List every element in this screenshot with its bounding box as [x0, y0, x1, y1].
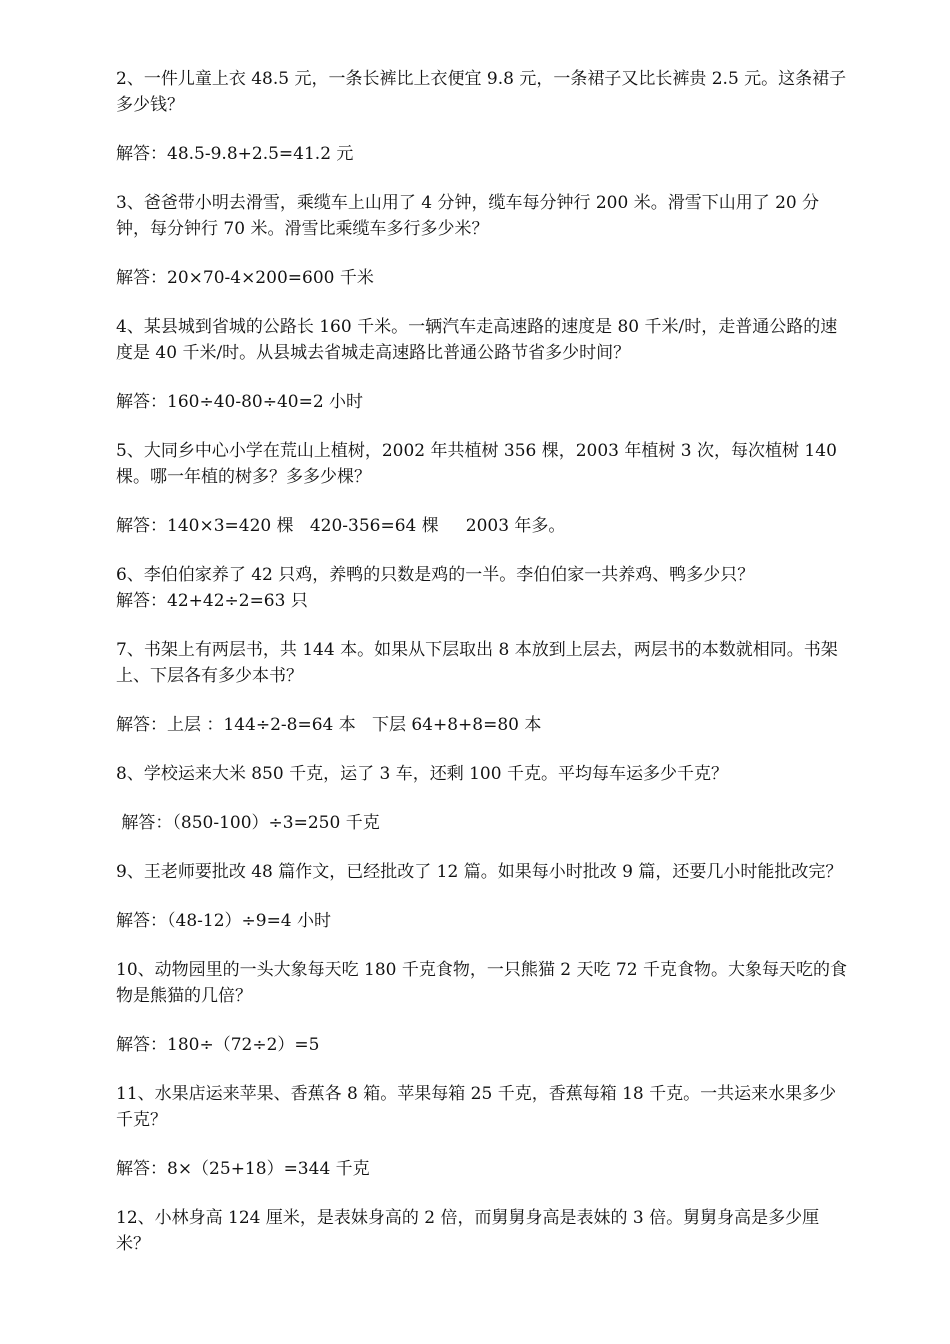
question-8: 8、学校运来大米 850 千克，运了 3 车，还剩 100 千克。平均每车运多少千克？: [116, 764, 728, 784]
question-11: 11、水果店运来苹果、香蕉各 8 箱。苹果每箱 25 千克，香蕉每箱 18 千克。一共运来水果多少千克？: [116, 1084, 837, 1130]
answer-11: 解答：8×（25+18）=344 千克: [116, 1159, 370, 1179]
question-4: 4、某县城到省城的公路长 160 千米。一辆汽车走高速路的速度是 80 千米/时，走普通公路的速度是 40 千米/时。从县城去省城走高速路比普通公路节省多少时间？: [116, 317, 838, 363]
answer-5: 解答：140×3=420 棵 420-356=64 棵 2003 年多。: [116, 516, 566, 536]
question-5: 5、大同乡中心小学在荒山上植树，2002 年共植树 356 棵，2003 年植树 3 次，每次植树 140 棵。哪一年植的树多？多多少棵？: [116, 441, 843, 487]
answer-4: 解答：160÷40-80÷40=2 小时: [116, 392, 364, 412]
answer-8: 解答：（850-100）÷3=250 千克: [116, 813, 380, 833]
answer-3: 解答：20×70-4×200=600 千米: [116, 268, 374, 288]
question-12: 12、小林身高 124 厘米，是表妹身高的 2 倍，而舅舅身高是表妹的 3 倍。舅舅身高是多少厘米？: [116, 1208, 820, 1254]
question-3: 3、爸爸带小明去滑雪，乘缆车上山用了 4 分钟，缆车每分钟行 200 米。滑雪下山用了 20 分钟，每分钟行 70 米。滑雪比乘缆车多行多少米？: [116, 193, 820, 239]
answer-6: 解答：42+42÷2=63 只: [116, 591, 308, 611]
question-10: 10、动物园里的一头大象每天吃 180 千克食物，一只熊猫 2 天吃 72 千克食物。大象每天吃的食物是熊猫的几倍？: [116, 960, 847, 1006]
question-6: 6、李伯伯家养了 42 只鸡，养鸭的只数是鸡的一半。李伯伯家一共养鸡、鸭多少只？: [116, 565, 755, 585]
question-9: 9、王老师要批改 48 篇作文，已经批改了 12 篇。如果每小时批改 9 篇，还要几小时能批改完？: [116, 862, 843, 882]
answer-10: 解答：180÷（72÷2）=5: [116, 1035, 320, 1055]
document-body: [116, 66, 852, 1257]
question-7: 7、书架上有两层书，共 144 本。如果从下层取出 8 本放到上层去，两层书的本数就相同。书架上、下层各有多少本书？: [116, 640, 838, 686]
answer-7: 解答：上层 ：144÷2-8=64 本 下层 64+8+8=80 本: [116, 715, 542, 735]
answer-9: 解答：（48-12）÷9=4 小时: [116, 911, 332, 931]
question-2: 2、一件儿童上衣 48.5 元，一条长裤比上衣便宜 9.8 元，一条裙子又比长裤贵 2.5 元。这条裙子多少钱？: [116, 69, 847, 115]
answer-2: 解答：48.5-9.8+2.5=41.2 元: [116, 144, 354, 164]
